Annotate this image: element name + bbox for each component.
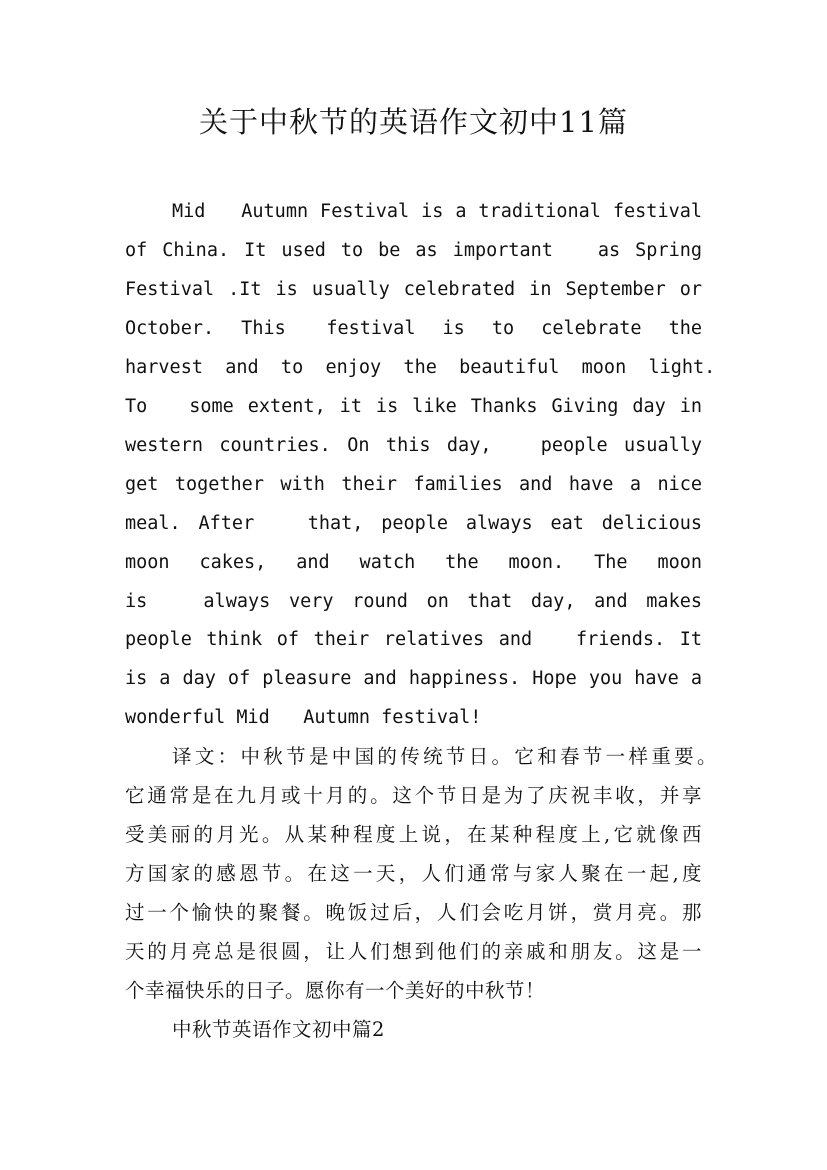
chinese-translation-line: 天的月亮总是很圆，让人们想到他们的亲戚和朋友。这是一 <box>125 940 702 963</box>
english-paragraph-line: of China. It used to be as important as Spring <box>125 240 702 261</box>
english-paragraph-line: wonderful Mid Autumn festival! <box>125 707 482 728</box>
english-paragraph-line: get together with their families and have a nice <box>125 474 702 495</box>
english-paragraph-line: Mid Autumn Festival is a traditional festival <box>172 201 702 222</box>
english-paragraph-line: western countries. On this day, people usually <box>125 435 702 456</box>
chinese-translation-line: 受美丽的月光。从某种程度上说，在某种程度上,它就像西 <box>125 823 702 846</box>
document-title: 关于中秋节的英语作文初中11篇 <box>199 105 628 139</box>
english-paragraph-line: people think of their relatives and friends. It <box>125 629 702 650</box>
chinese-translation-line: 译文：中秋节是中国的传统节日。它和春节一样重要。 <box>172 745 717 768</box>
english-paragraph-line: is a day of pleasure and happiness. Hope you have a <box>125 668 702 689</box>
section-heading: 中秋节英语作文初中篇2 <box>172 1018 385 1041</box>
english-paragraph-line: October. This festival is to celebrate the <box>125 318 702 339</box>
chinese-translation-line: 它通常是在九月或十月的。这个节日是为了庆祝丰收，并享 <box>125 784 702 807</box>
english-paragraph-line: To some extent, it is like Thanks Giving day in <box>125 396 702 417</box>
english-paragraph-line: moon cakes, and watch the moon. The moon <box>125 552 702 573</box>
chinese-translation-line: 方国家的感恩节。在这一天，人们通常与家人聚在一起,度 <box>125 862 702 885</box>
english-paragraph-line: harvest and to enjoy the beautiful moon light. <box>125 357 716 378</box>
english-paragraph-line: is always very round on that day, and makes <box>125 591 702 612</box>
english-paragraph-line: meal. After that, people always eat delicious <box>125 513 702 534</box>
chinese-translation-line: 个幸福快乐的日子。愿你有一个美好的中秋节！ <box>125 979 546 1002</box>
english-paragraph-line: Festival .It is usually celebrated in September or <box>125 279 702 300</box>
chinese-translation-line: 过一个愉快的聚餐。晚饭过后，人们会吃月饼，赏月亮。那 <box>125 901 702 924</box>
